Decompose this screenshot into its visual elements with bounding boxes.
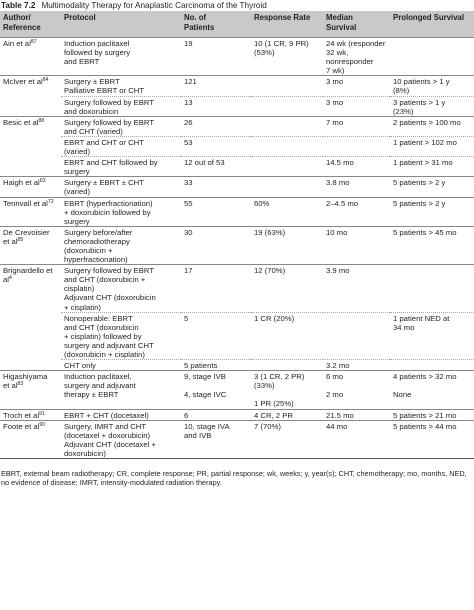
header-protocol: Protocol xyxy=(61,11,181,38)
cell-protocol: Surgery ± EBRT Palliative EBRT or CHT xyxy=(61,76,181,96)
reference-number: 91 xyxy=(39,410,45,417)
cell-author xyxy=(0,197,61,226)
table-row xyxy=(0,96,474,116)
cell-protocol: Induction paclitaxel, surgery and adjuvant therapy ± EBRT xyxy=(61,371,181,409)
cell-median-survival xyxy=(323,136,390,156)
cell-author xyxy=(0,265,61,371)
cell-protocol: Surgery followed by EBRT and CHT (varied) xyxy=(61,116,181,136)
cell-author xyxy=(0,116,61,177)
cell-patients: 121 xyxy=(181,76,251,96)
table-row xyxy=(0,197,474,226)
author-name: De Crevoisier et al xyxy=(3,227,50,246)
cell-response-rate xyxy=(251,136,323,156)
cell-protocol: EBRT and CHT or CHT (varied) xyxy=(61,136,181,156)
cell-prolonged-survival: 2 patients > 100 mo xyxy=(390,116,474,136)
cell-response-rate: 60% xyxy=(251,197,323,226)
cell-response-rate: 4 CR, 2 PR xyxy=(251,409,323,420)
cell-median-survival: 7 mo xyxy=(323,116,390,136)
cell-median-survival: 3.9 mo xyxy=(323,265,390,312)
table-row xyxy=(0,265,474,312)
cell-response-rate: 10 (1 CR, 9 PR) (53%) xyxy=(251,38,323,76)
table-caption xyxy=(0,0,474,11)
cell-response-rate: 3 (1 CR, 2 PR) (33%) 1 PR (25%) xyxy=(251,371,323,409)
cell-protocol: CHT only xyxy=(61,360,181,371)
cell-response-rate xyxy=(251,96,323,116)
cell-median-survival: 44 mo xyxy=(323,420,390,458)
cell-response-rate xyxy=(251,177,323,197)
reference-number: 87 xyxy=(30,39,37,45)
cell-median-survival: 24 wk (responder 32 wk, nonresponder 7 wk) xyxy=(323,38,390,76)
reference-number: 83 xyxy=(17,381,24,388)
cell-median-survival: 10 mo xyxy=(323,226,390,264)
cell-median-survival xyxy=(323,312,390,359)
cell-protocol: Surgery ± EBRT ± CHT (varied) xyxy=(61,177,181,197)
cell-patients: 13 xyxy=(181,96,251,116)
cell-prolonged-survival xyxy=(390,265,474,312)
cell-median-survival: 3 mo xyxy=(323,76,390,96)
header-patients: No. of Patients xyxy=(181,11,251,38)
reference-number: 88 xyxy=(38,117,45,124)
table-body xyxy=(0,38,474,459)
reference-number: 84 xyxy=(42,77,49,84)
cell-patients: 6 xyxy=(181,409,251,420)
author-name: Brignardello et al xyxy=(3,266,53,285)
author-name: Ain et al xyxy=(3,39,31,48)
table-row xyxy=(0,371,474,409)
table-row xyxy=(0,420,474,458)
reference-number: 90 xyxy=(39,421,46,428)
cell-prolonged-survival xyxy=(390,360,474,371)
cell-protocol: EBRT (hyperfractionation) + doxorubicin followed by surgery xyxy=(61,197,181,226)
table-header-row xyxy=(0,11,474,38)
cell-patients: 10, stage IVA and IVB xyxy=(181,420,251,458)
cell-author xyxy=(0,409,61,420)
author-name: Higashiyama et al xyxy=(3,372,48,391)
cell-patients: 53 xyxy=(181,136,251,156)
reference-number: 4 xyxy=(8,275,12,282)
cell-response-rate: 7 (70%) xyxy=(251,420,323,458)
cell-prolonged-survival: 1 patient > 102 mo xyxy=(390,136,474,156)
cell-median-survival: 3.2 mo xyxy=(323,360,390,371)
author-name: Foote et al xyxy=(3,421,40,431)
table-row xyxy=(0,312,474,359)
cell-author xyxy=(0,420,61,458)
table-row xyxy=(0,136,474,156)
cell-median-survival: 2–4.5 mo xyxy=(323,197,390,226)
cell-protocol: Surgery, IMRT and CHT (docetaxel + doxorubicin) Adjuvant CHT (docetaxel + doxorubicin) xyxy=(61,420,181,458)
cell-prolonged-survival: 5 patients > 2 y xyxy=(390,197,474,226)
cell-median-survival: 14.5 mo xyxy=(323,157,390,177)
cell-patients: 30 xyxy=(181,226,251,264)
cell-protocol: Surgery followed by EBRT and doxorubicin xyxy=(61,96,181,116)
table-row xyxy=(0,38,474,76)
cell-protocol: EBRT + CHT (docetaxel) xyxy=(61,409,181,420)
author-name: Haigh et al xyxy=(3,178,40,188)
cell-prolonged-survival: 5 patients > 21 mo xyxy=(390,409,474,420)
reference-number: 85 xyxy=(17,236,24,243)
cell-patients: 5 patients xyxy=(181,360,251,371)
cell-protocol: Induction paclitaxel followed by surgery and EBRT xyxy=(61,38,181,76)
cell-author xyxy=(0,177,61,197)
reference-number: 72 xyxy=(47,198,54,205)
header-author: Author/ Reference xyxy=(0,11,61,38)
table-number: Table 7.2 xyxy=(1,1,36,10)
cell-prolonged-survival: 10 patients > 1 y (8%) xyxy=(390,76,474,96)
table-row xyxy=(0,226,474,264)
cell-author xyxy=(0,226,61,264)
cell-protocol: Surgery before/after chemoradiotherapy (doxorubicin + hyperfractionation) xyxy=(61,226,181,264)
header-median-survival: Median Survival xyxy=(323,11,390,38)
cell-patients: 17 xyxy=(181,265,251,312)
cell-patients: 9, stage IVB 4, stage IVC xyxy=(181,371,251,409)
cell-response-rate xyxy=(251,157,323,177)
table-title: Multimodality Therapy for Anaplastic Carcinoma of the Thyroid xyxy=(41,1,267,10)
cell-median-survival: 6 mo 2 mo xyxy=(323,371,390,409)
author-name: Besic et al xyxy=(3,117,39,127)
cell-prolonged-survival: 3 patients > 1 y (23%) xyxy=(390,96,474,116)
cell-response-rate: 12 (70%) xyxy=(251,265,323,312)
table-row xyxy=(0,116,474,136)
cell-median-survival: 3 mo xyxy=(323,96,390,116)
header-response-rate: Response Rate xyxy=(251,11,323,38)
cell-author xyxy=(0,371,61,409)
table-row xyxy=(0,76,474,96)
cell-response-rate: 19 (63%) xyxy=(251,226,323,264)
cell-prolonged-survival: 1 patient NED at 34 mo xyxy=(390,312,474,359)
cell-patients: 5 xyxy=(181,312,251,359)
cell-protocol: Surgery followed by EBRT and CHT (doxorubicin + cisplatin) Adjuvant CHT (doxorubicin + cisplatin) xyxy=(61,265,181,312)
cell-protocol: Nonoperable: EBRT and CHT (doxorubicin + cisplatin) followed by surgery and adjuvant CHT (doxorubicin + cisplatin) xyxy=(61,312,181,359)
table-row xyxy=(0,409,474,420)
cell-patients: 19 xyxy=(181,38,251,76)
cell-response-rate xyxy=(251,116,323,136)
table-row xyxy=(0,177,474,197)
cell-response-rate: 1 CR (20%) xyxy=(251,312,323,359)
table-row xyxy=(0,360,474,371)
cell-author xyxy=(0,38,61,76)
cell-protocol: EBRT and CHT followed by surgery xyxy=(61,157,181,177)
table-footnote: EBRT, external beam radiotherapy; CR, complete response; PR, partial response; wk, weeks; y, year(s); CHT, chemotherapy; mo, months, NED, no evidence of disease; IMRT, intensity-modulated radiation therapy. xyxy=(1,469,467,488)
therapy-table xyxy=(0,11,474,459)
cell-prolonged-survival: 5 patients > 45 mo xyxy=(390,226,474,264)
cell-author xyxy=(0,76,61,116)
cell-prolonged-survival xyxy=(390,38,474,76)
cell-prolonged-survival: 5 patients > 2 y xyxy=(390,177,474,197)
cell-response-rate xyxy=(251,360,323,371)
cell-prolonged-survival: 1 patient > 31 mo xyxy=(390,157,474,177)
table-row xyxy=(0,157,474,177)
author-name: McIver et al xyxy=(3,77,43,87)
author-name: Tennvall et al xyxy=(3,198,48,208)
header-prolonged-survival: Prolonged Survival xyxy=(390,11,474,38)
cell-patients: 12 out of 53 xyxy=(181,157,251,177)
reference-number: 63 xyxy=(39,178,46,185)
cell-patients: 33 xyxy=(181,177,251,197)
cell-patients: 26 xyxy=(181,116,251,136)
cell-patients: 55 xyxy=(181,197,251,226)
cell-prolonged-survival: 4 patients > 32 mo None xyxy=(390,371,474,409)
cell-median-survival: 3.8 mo xyxy=(323,177,390,197)
author-name: Troch et al xyxy=(3,410,40,420)
cell-median-survival: 21.5 mo xyxy=(323,409,390,420)
cell-prolonged-survival: 5 patients > 44 mo xyxy=(390,420,474,458)
cell-response-rate xyxy=(251,76,323,96)
